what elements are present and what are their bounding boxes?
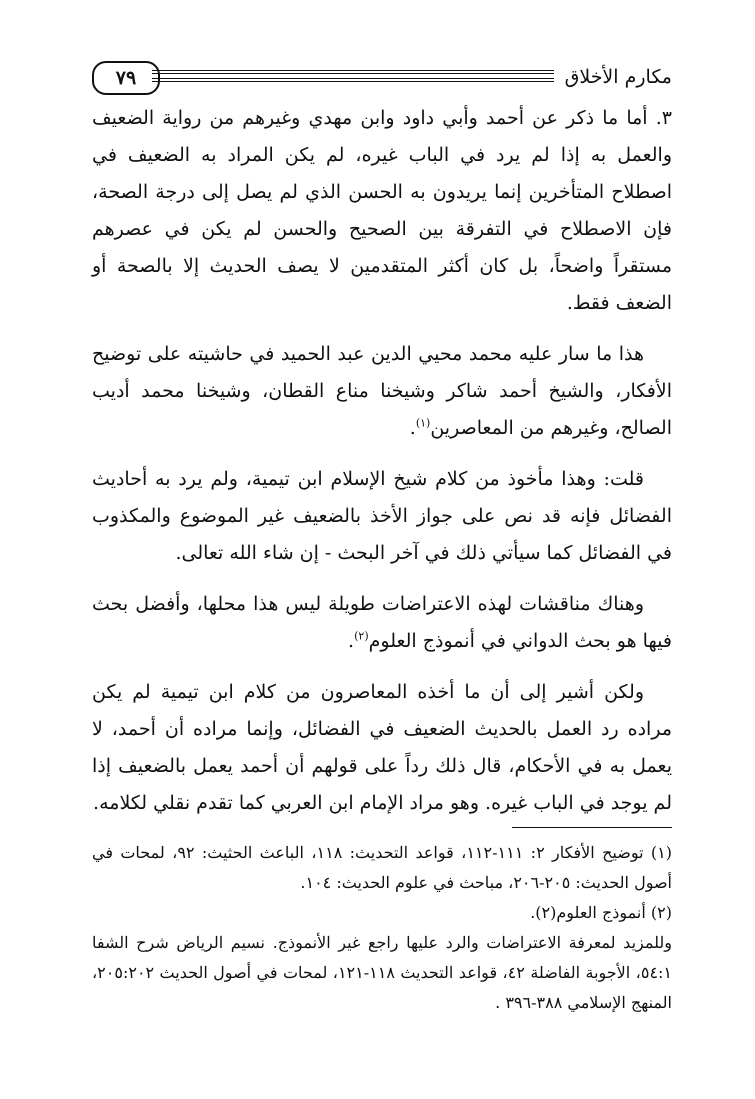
- footnote-ref-1: (١): [415, 416, 431, 430]
- footnote-2: (٢) أنموذج العلوم(٢).: [530, 903, 672, 922]
- paragraph-ibn-taymiyya: قلت: وهذا مأخوذ من كلام شيخ الإسلام ابن تيمية، ولم يرد به أحاديث الفضائل فإنه قد نص على جواز الأخذ بالضعيف غير الموضوع والمكذوب في الفضائل كما سيأتي ذلك في آخر البحث - إن شاء الله تعالى.: [92, 468, 672, 564]
- footnote-separator: [512, 827, 672, 828]
- footnote-ref-2: (٢): [354, 629, 369, 643]
- paragraph-scholars: هذا ما سار عليه محمد محيي الدين عبد الحميد في حاشيته على توضيح الأفكار، والشيخ أحمد شاكر وشيخنا مناع القطان، وشيخنا محمد أديب الصالح، وغيرهم من المعاصرين$^{(١)}$.: [92, 343, 672, 439]
- page-header: [92, 60, 672, 94]
- paragraph-discussions: وهناك مناقشات لهذه الاعتراضات طويلة ليس هذا محلها، وأفضل بحث فيها هو بحث الدواني في أنموذج العلوم$^{(٢)}$.: [92, 593, 672, 652]
- footnote-2-continued: وللمزيد لمعرفة الاعتراضات والرد عليها راجع غير الأنموذج. نسيم الرياض شرح الشفا ٥٤:١، الأجوبة الفاضلة ٤٢، قواعد التحديث ١١٨-١٢١، لمحات في أصول الحديث ٢٠٥:٢٠٢، المنهج الإسلامي ٣٨٨-٣٩٦ .: [92, 933, 673, 1012]
- paragraph-conclusion: ولكن أشير إلى أن ما أخذه المعاصرون من كلام ابن تيمية لم يكن مراده رد العمل بالحديث الضعيف في الفضائل، وإنما مراده أن أحمد، لا يعمل به في الأحكام، قال ذلك رداً على قولهم أن أحمد يعمل بالضعيف إذا لم يوجد في الباب غيره. وهو مراد الإمام ابن العربي كما تقدم نقلي لكلامه.: [92, 681, 672, 814]
- header-rule: [152, 70, 554, 82]
- main-text: [92, 100, 672, 836]
- paragraph-point-3: ٣. أما ما ذكر عن أحمد وأبي داود وابن مهدي وغيرهم من رواية الضعيف والعمل به إذا لم يرد في الباب غيره، لم يكن المراد به الضعيف في اصطلاح المتأخرين إنما يريدون به الحسن الذي لم يصل إلى درجة الصحة، فإن الاصطلاح في التفرقة بين الصحيح والحسن لم يكن في عصرهم مستقراً واضحاً، بل كان أكثر المتقدمين لا يصف الحديث إلا بالصحة أو الضعف فقط.: [92, 107, 672, 314]
- running-title: مكارم الأخلاق: [564, 66, 672, 88]
- footnote-1: (١) توضيح الأفكار ٢: ١١١-١١٢، قواعد التحديث: ١١٨، الباعث الحثيث: ٩٢، لمحات في أصول الحديث: ٢٠٥-٢٠٦، مباحث في علوم الحديث: ١٠٤.: [92, 843, 673, 892]
- footnotes: [92, 838, 672, 1018]
- page-number: ٧٩: [92, 61, 160, 95]
